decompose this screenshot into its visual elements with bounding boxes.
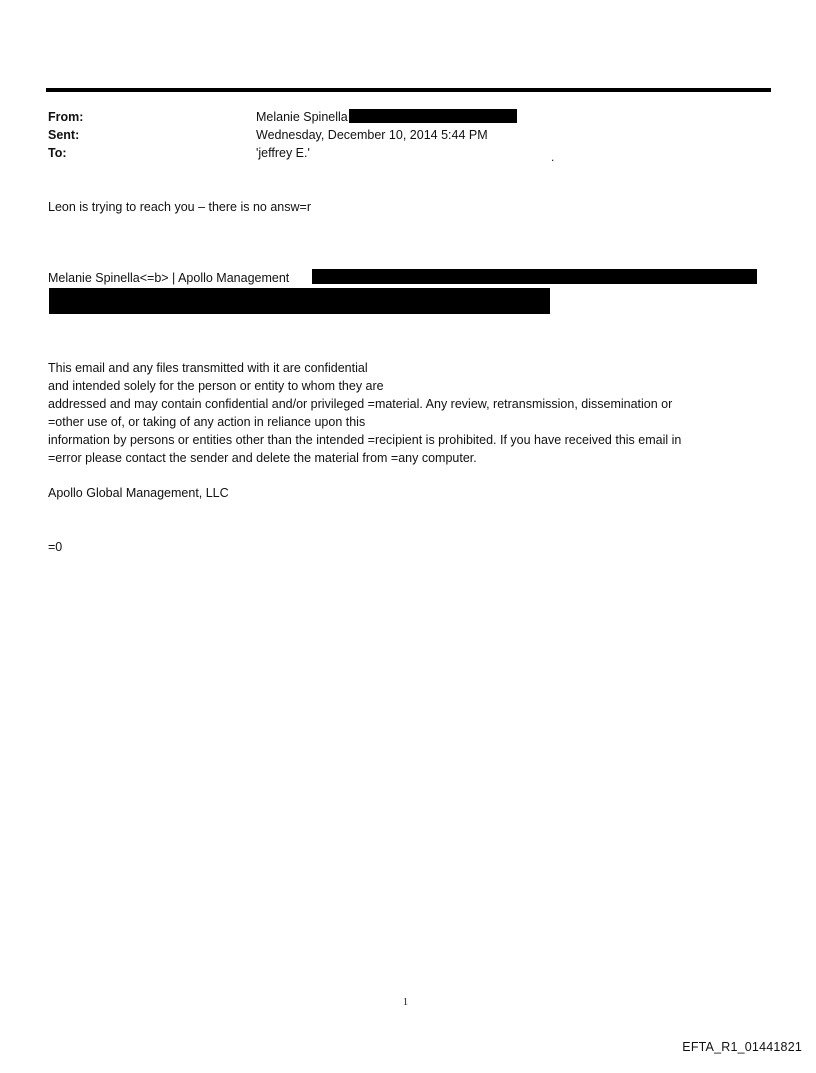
company-name: Apollo Global Management, LLC (48, 486, 229, 500)
redaction-signature-1 (312, 269, 757, 284)
to-value: 'jeffrey E.' (256, 146, 310, 160)
message-text: Leon is trying to reach you – there is no answ=r (48, 200, 311, 214)
trailer-text: =0 (48, 540, 63, 554)
redaction-from-email (349, 109, 517, 123)
to-label: To: (48, 146, 67, 160)
disclaimer-line-2: and intended solely for the person or entity to whom they are (48, 379, 384, 393)
from-value: Melanie Spinella (256, 110, 348, 124)
sent-value: Wednesday, December 10, 2014 5:44 PM (256, 128, 488, 142)
from-label: From: (48, 110, 84, 124)
header-rule (46, 88, 771, 92)
document-id: EFTA_R1_01441821 (682, 1040, 802, 1054)
page-number: 1 (403, 997, 408, 1008)
disclaimer-line-6: =error please contact the sender and delete the material from =any computer. (48, 451, 477, 465)
signature-line: Melanie Spinella<=b> | Apollo Management (48, 271, 290, 285)
disclaimer-line-4: =other use of, or taking of any action in reliance upon this (48, 415, 366, 429)
redaction-signature-2 (49, 288, 550, 314)
disclaimer-line-5: information by persons or entities other than the intended =recipient is prohibited. If you have received this email in (48, 433, 682, 447)
stray-mark: . (551, 150, 555, 164)
disclaimer-line-3: addressed and may contain confidential and/or privileged =material. Any review, retransmission, dissemination or (48, 397, 673, 411)
disclaimer-line-1: This email and any files transmitted with it are confidential (48, 361, 368, 375)
sent-label: Sent: (48, 128, 80, 142)
